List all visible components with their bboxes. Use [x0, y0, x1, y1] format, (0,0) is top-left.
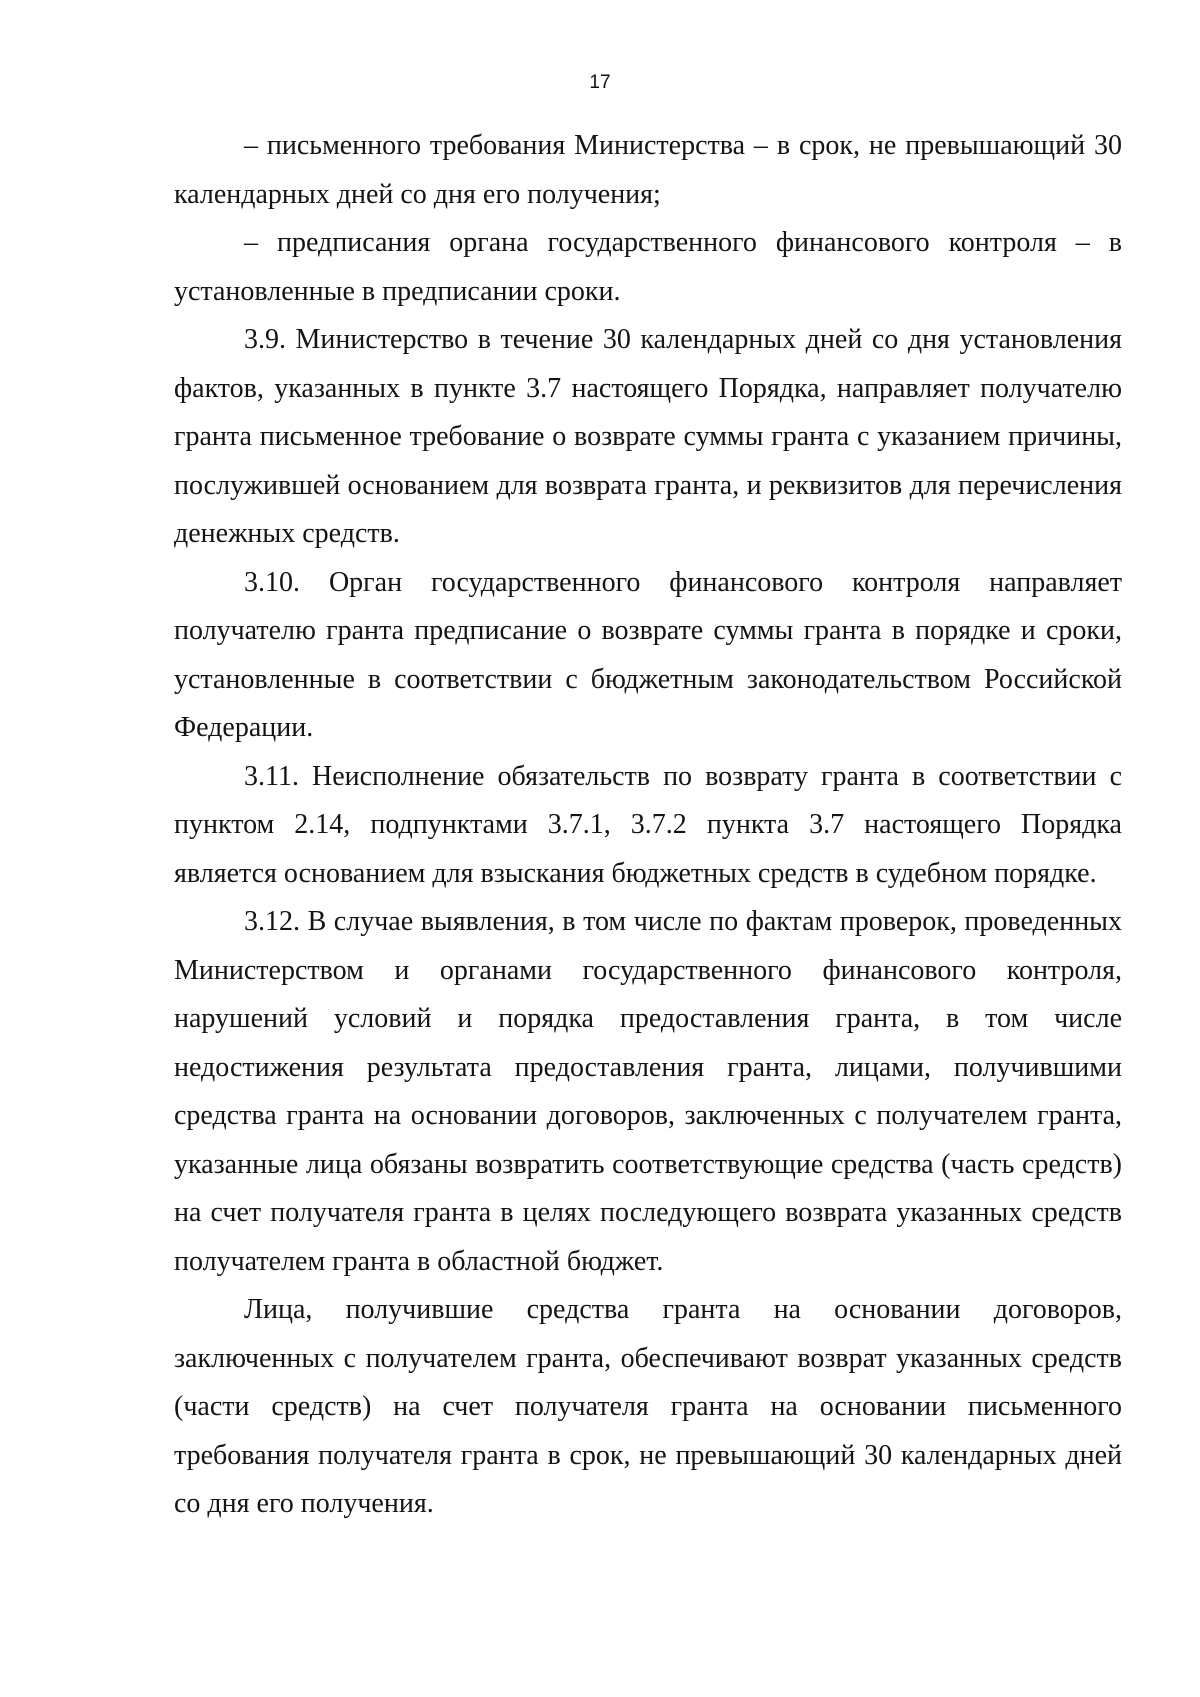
paragraph-3-9: 3.9. Министерство в течение 30 календарных дней со дня установления фактов, указанных в пункте 3.7 настоящего Порядка, направляет получателю гранта письменное требование о возврате суммы гранта с указанием причины, послужившей основанием для возврата гранта, и реквизитов для перечисления денежных средств. [174, 324, 1122, 549]
paragraph-3-10: 3.10. Орган государственного финансового контроля направляет получателю гранта предписание о возврате суммы гранта в порядке и сроки, установленные в соответствии с бюджетным законодательством Российской Федерации. [174, 566, 1122, 743]
paragraph-written-demand-term: – письменного требования Министерства – в срок, не превышающий 30 календарных дней со дня его получения; [174, 130, 1122, 210]
paragraph-3-12: 3.12. В случае выявления, в том числе по фактам проверок, проведенных Министерством и органами государственного финансового контроля, нарушений условий и порядка предоставления гранта, в том числе недостижения результата предоставления гранта, лицами, получившими средства гранта на основании договоров, заключенных с получателем гранта, указанные лица обязаны возвратить соответствующие средства (часть средств) на счет получателя гранта в целях последующего возврата указанных средств получателем гранта в областной бюджет. [174, 906, 1122, 1277]
paragraph-prescription-term: – предписания органа государственного финансового контроля – в установленные в предписании сроки. [174, 227, 1122, 307]
paragraph-contractors-return: Лица, получившие средства гранта на основании договоров, заключенных с получателем гранта, обеспечивают возврат указанных средств (части средств) на счет получателя гранта на основании письменного требования получателя гранта в срок, не превышающий 30 календарных дней со дня его получения. [174, 1294, 1122, 1519]
document-body [174, 122, 1122, 1529]
page-number: 17 [589, 72, 611, 93]
paragraph-3-11: 3.11. Неисполнение обязательств по возврату гранта в соответствии с пунктом 2.14, подпунктами 3.7.1, 3.7.2 пункта 3.7 настоящего Порядка является основанием для взыскания бюджетных средств в судебном порядке. [174, 760, 1122, 889]
